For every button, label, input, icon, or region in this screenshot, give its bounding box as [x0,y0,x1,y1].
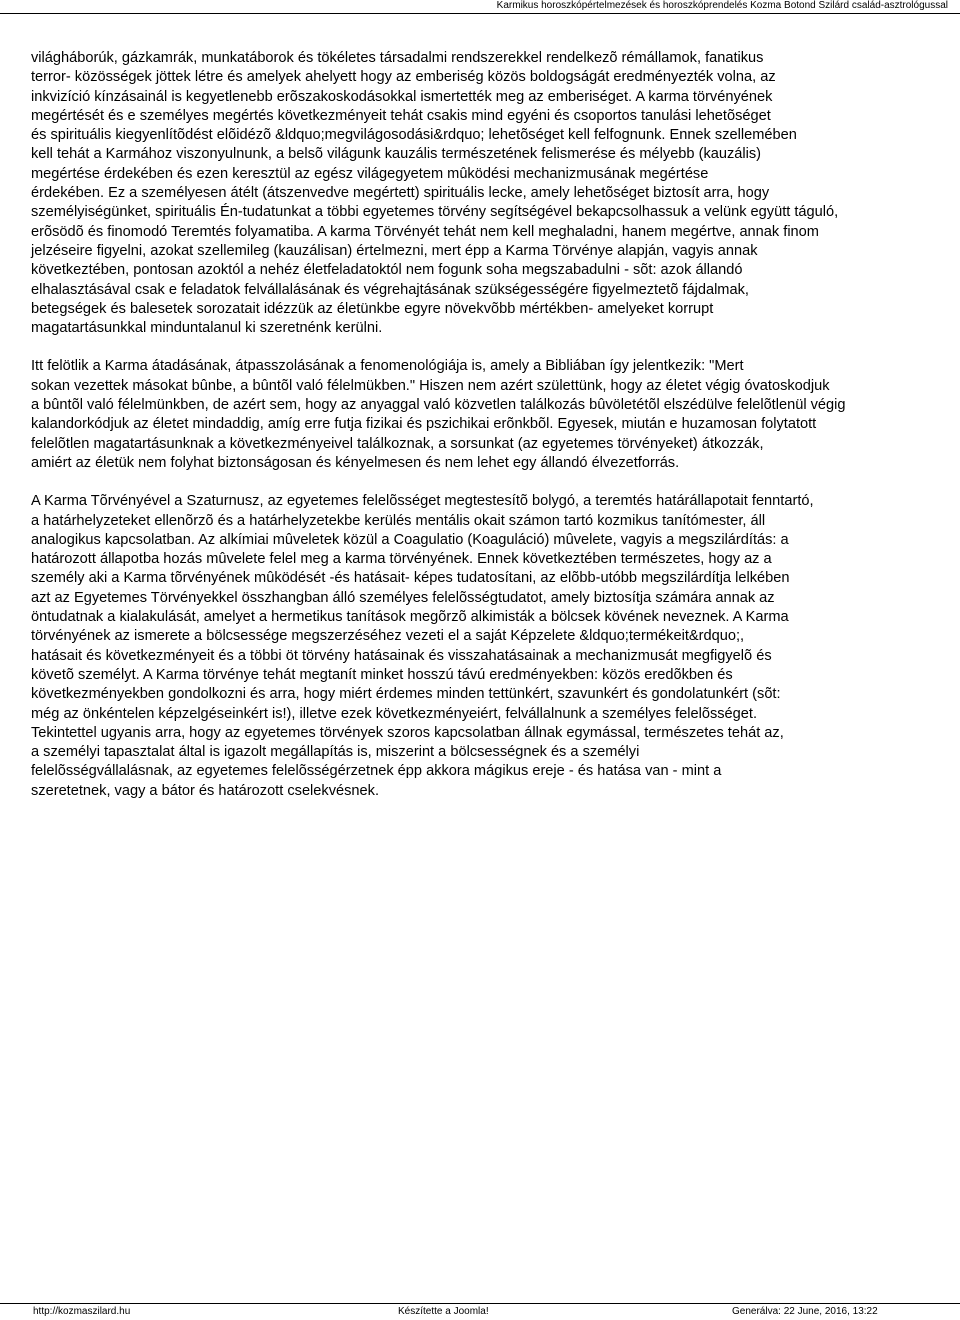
text-line: és spirituális kiegyenlítõdést elõidézõ &ldquo;megvilágosodási&rdquo; lehetõséget kell felfognunk. Ennek szellemében [31,127,797,144]
text-line: a határhelyzeteket ellenõrzõ és a határhelyzetekbe kerülés mentális okait számon tartó kozmikus tanítómester, áll [31,512,766,529]
text-line: Itt felötlik a Karma átadásának, átpasszolásának a fenomenológiája is, amely a Bibliában így jelentkezik: "Mert [31,358,744,375]
text-line: amiért az életük nem folyhat biztonságosan és kényelmesen és nem lehet egy állandó élvezetforrás. [31,454,680,471]
paragraph-3 [31,492,959,801]
text-line: jelzéseire figyelni, azokat szellemileg (kauzálisan) értelmezni, mert épp a Karma Törvénye alapján, vagyis annak [31,242,758,259]
text-line: a bûntõl való félelmünkben, de azért sem, hogy az anyaggal való közvetlen találkozás bûvöletétõl elszédülve felelõtlenül végig [31,397,846,414]
article-body [31,49,959,820]
text-line: határozott állapotba hozás mûvelete felel meg a karma törvényének. Ennek következtében természetes, hogy az a [31,551,772,568]
text-line: világháborúk, gázkamrák, munkatáborok és tökéletes társadalmi rendszerekkel rendelkezõ rémállamok, fanatikus [31,50,764,66]
header-title: Karmikus horoszkópértelmezések és horoszkóprendelés Kozma Botond Szilárd család-asztrológussal [496,0,948,11]
text-line: érdekében. Ez a személyesen átélt (átszenvedve megértett) spirituális lecke, amely lehetõséget biztosít arra, hogy [31,185,770,202]
text-line: a személyi tapasztalat által is igazolt megállapítás is, miszerint a bölcsességnek és a személyi [31,744,640,761]
text-line: inkvizíció kínzásainál is kegyetlenebb erõszakoskodásokkal ismertették meg az emberiséget. A karma törvényének [31,88,773,105]
footer-generated-date: Generálva: 22 June, 2016, 13:22 [732,1306,878,1317]
footer-site-url[interactable]: http://kozmaszilard.hu [33,1306,131,1317]
text-line: sokan vezettek másokat bûnbe, a bûntõl való félelmükben." Hiszen nem azért születtünk, hogy az életet végig óvatoskodjuk [31,377,830,394]
text-line: kalandorkódjuk az életet mindaddig, amíg erre futja fizikai és pszichikai erõnkbõl. Egyesek, miután e huzamosan folytatott [31,416,817,433]
text-line: törvényének az ismerete a bölcsessége megszerzéséhez vezeti el a saját Képzelete &ldquo;termékeit&rdquo;, [31,628,745,645]
text-line: hatásait és következményeit és a többi öt törvény hatásainak és visszahatásainak a mechanizmusát megfigyelõ és [31,647,772,664]
text-line: kell tehát a Karmához viszonyulnunk, a belsõ világunk kauzális természetének felismerése és mélyebb (kauzális) [31,146,762,163]
text-line: magatartásunkkal minduntalanul ki szeretnénk kerülni. [31,320,383,337]
paragraph-1 [31,49,959,338]
text-line: azt az Egyetemes Törvényekkel összhangban álló személyes felelõsségtudatot, amely biztosítja számára annak az [31,589,775,606]
text-line: Tekintettel ugyanis arra, hogy az egyetemes törvények szoros kapcsolatban állnak egymással, természetes tehát az, [31,724,784,741]
text-line: személy aki a Karma tõrvényének mûködését -és hatásait- képes tudatosítani, az elõbb-utóbb megszilárdítja lelkében [31,570,790,587]
text-line: erõsödõ és finomodó Teremtés folyamatiba. A karma Törvényét tehát nem kell meghaladni, hanem megértve, annak finom [31,223,819,240]
footer-made-with: Készítette a Joomla! [398,1306,489,1317]
text-line: következtében, pontosan azoktól a nehéz életfeladatoktól nem fogunk soha megszabadulni - sõt: azok állandó [31,262,743,279]
text-line: terror- közösségek jöttek létre és amelyek ahelyett hogy az emberiség közös boldogságát eredményezték volna, az [31,69,776,86]
text-line: következményekben gondolkozni és arra, hogy miért érdemes minden tettünkért, szavunkért és gondolatunkért (sõt: [31,686,781,703]
page-footer [0,1303,960,1320]
text-line: öntudatnak a kialakulását, amelyet a hermetikus tanítások megõrzõ alkimisták a bölcsek kövének neveznek. A Karma [31,609,789,626]
text-line: felelõtlen magatartásunknak a következményeivel találkoznak, a sorsunkat (az egyetemes törvényeket) átkozzák, [31,435,764,452]
text-line: még az önkéntelen képzelgéseinkért is!), illetve ezek következményeiért, felvállalnunk a személyes felelõsséget. [31,705,758,722]
text-line: betegségek és balesetek sorozatait idézzük az életünkbe egyre növekvõbb mértékben- amelyeket korrupt [31,300,714,317]
text-line: követõ személyt. A Karma törvénye tehát megtanít minket hosszú távú eredményekben: közös eredõkben és [31,666,733,683]
text-line: szeretetnek, vagy a bátor és határozott cselekvésnek. [31,782,380,799]
text-line: megértését és e személyes megértés következményeit tehát csakis mind egyéni és csoportos tanulási lehetõséget [31,107,771,124]
text-line: analogikus kapcsolatban. Az alkímiai mûveletek közül a Coagulatio (Koaguláció) mûvelete, vagyis a megszilárdítás: a [31,531,789,548]
paragraph-2 [31,357,959,473]
text-line: személyiségünket, spirituális Én-tudatunkat a többi egyetemes törvény segítségével bekapcsolhassuk a velünk együtt táguló, [31,204,839,221]
text-line: A Karma Tõrvényével a Szaturnusz, az egyetemes felelõsséget megtestesítõ bolygó, a teremtés határállapotait fenntartó, [31,493,814,510]
text-line: elhalasztásával csak e feladatok felvállalásának és végrehajtásának szükségességére figyelmeztetõ fájdalmak, [31,281,749,298]
text-line: felelõsségvállalásnak, az egyetemes felelõsségérzetnek épp akkora mágikus ereje - és hatása van - mint a [31,763,722,780]
page-header [0,0,960,14]
text-line: megértése érdekében és ezen keresztül az egész világegyetem mûködési mechanizmusának megértése [31,165,709,182]
